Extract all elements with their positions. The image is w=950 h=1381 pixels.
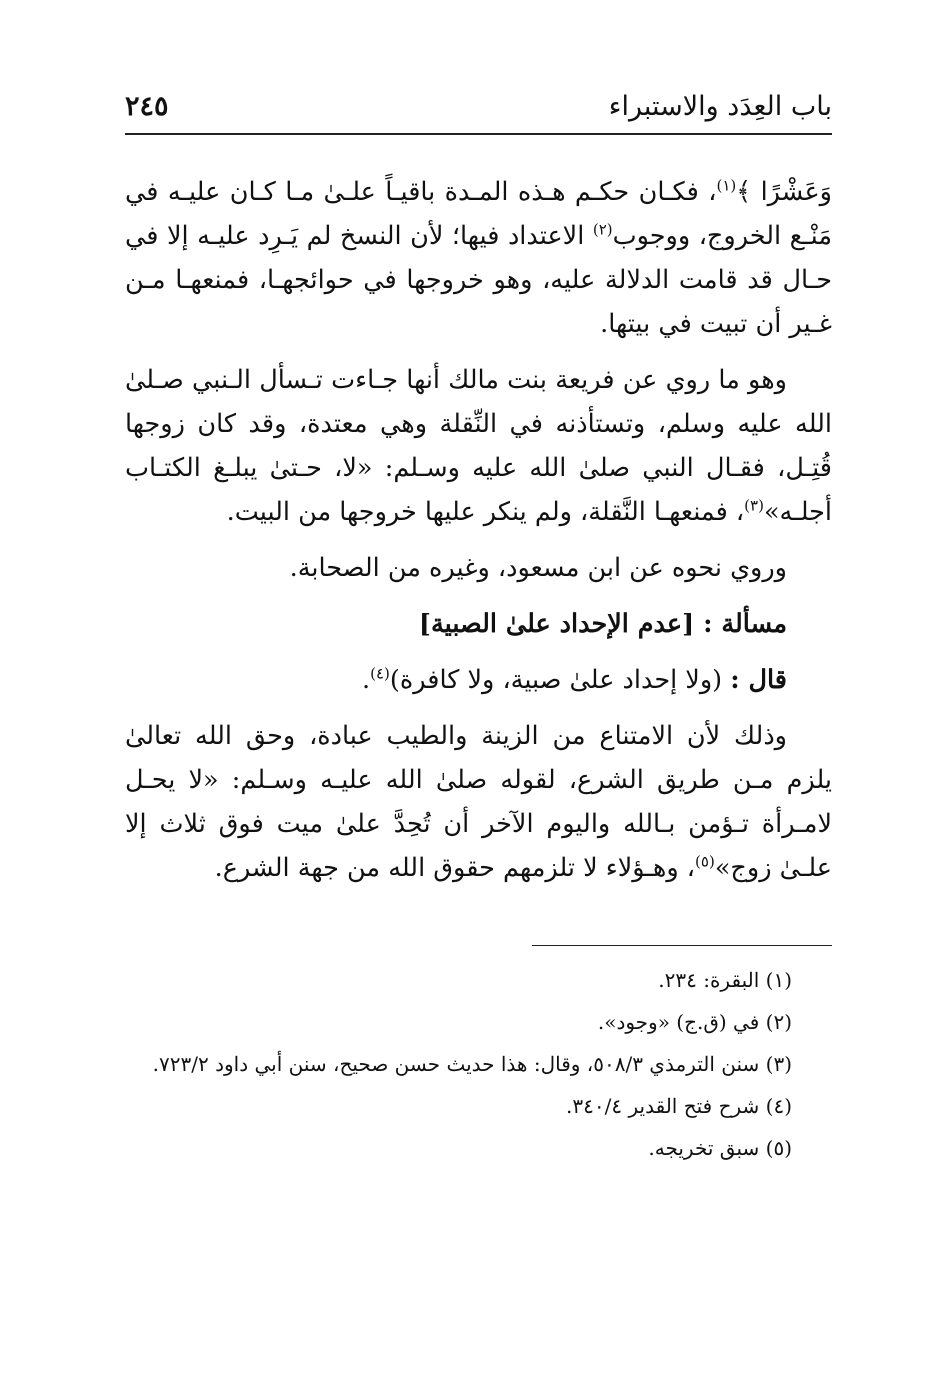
paragraph-1 — [125, 170, 832, 346]
footnote-3: (٣) سنن الترمذي ٥٠٨/٣، وقال: هذا حديث حسن صحيح، سنن أبي داود ٧٢٣/٢. — [152, 1052, 792, 1076]
footnote-ref-3[interactable]: (٣) — [744, 496, 764, 515]
qala-label: قال : — [730, 665, 787, 695]
footnote-ref-4[interactable]: (٤) — [370, 664, 390, 683]
paragraph-2-text: وهو ما روي عن فريعة بنت مالك أنها جـاءت تـسأل الـنبي صـلىٰ الله عليه وسلم، وتستأذنه في النِّقلة وهي معتدة، وقد كان زوجها قُتِـل، فقـال النبي صلىٰ الله عليه وسـلم: «لا، حـتىٰ يبلـغ الكتـاب أجلـه» — [125, 365, 832, 527]
footnote-2: (٢) في (ق.ج) «وجود». — [597, 1010, 792, 1034]
footnote-5: (٥) سبق تخريجه. — [648, 1136, 792, 1160]
footnote-divider — [532, 945, 832, 946]
footnote-1: (١) البقرة: ٢٣٤. — [658, 968, 792, 992]
footnote-ref-5[interactable]: (٥) — [695, 852, 715, 871]
paragraph-5-text-cont: ، وهـؤلاء لا تلزمهم حقوق الله من جهة الشرع. — [214, 853, 696, 883]
running-header — [125, 86, 832, 126]
footnote-ref-1[interactable]: (١) — [716, 176, 737, 195]
footnote-ref-2[interactable]: (٢) — [592, 220, 613, 239]
page-number: ٢٤٥ — [125, 90, 169, 122]
paragraph-5 — [125, 714, 832, 890]
matn-quote: (ولا إحداد علىٰ صبية، ولا كافرة) — [389, 665, 731, 695]
paragraph-5-text: وذلك لأن الامتناع من الزينة والطيب عبادة، وحق الله تعالىٰ يلزم مـن طريق الشرع، لقوله صلىٰ الله عليـه وسـلم: «لا يحـل لامـرأة تـؤمن بـالله واليوم الآخر أن تُحِدَّ علىٰ ميت فوق ثلاث إلا علـىٰ زوج» — [125, 721, 832, 883]
paragraph-3: وروي نحوه عن ابن مسعود، وغيره من الصحابة. — [289, 553, 787, 583]
main-text — [125, 170, 832, 902]
section-heading: مسألة : [عدم الإحداد علىٰ الصبية] — [418, 609, 787, 639]
paragraph-1-text: ، فكـان حكـم هـذه المـدة باقيـاً علـىٰ مـا كـان عليـه في مَنْـع الخروج، ووجوب — [125, 177, 832, 251]
paragraph-2 — [125, 358, 832, 534]
footnote-4: (٤) شرح فتح القدير ٣٤٠/٤. — [566, 1094, 792, 1118]
header-divider — [125, 133, 832, 135]
paragraph-4-end: . — [362, 665, 371, 695]
chapter-title: باب العِدَد والاستبراء — [608, 90, 832, 122]
paragraph-4 — [125, 658, 832, 702]
footnotes — [125, 960, 792, 1170]
paragraph-2-text-cont: ، فمنعهـا النَّقلة، ولم ينكر عليها خروجها من البيت. — [226, 497, 745, 527]
paragraph-1-text-cont: الاعتداد فيها؛ لأن النسخ لم يَـرِد عليـه إلا في حـال قد قامت الدلالة عليه، وهو خروجها في حوائجهـا، فمنعهـا مـن غـير أن تبيت في بيتها. — [125, 221, 832, 339]
quran-fragment: وَعَشْرًا ﴾ — [736, 177, 832, 207]
